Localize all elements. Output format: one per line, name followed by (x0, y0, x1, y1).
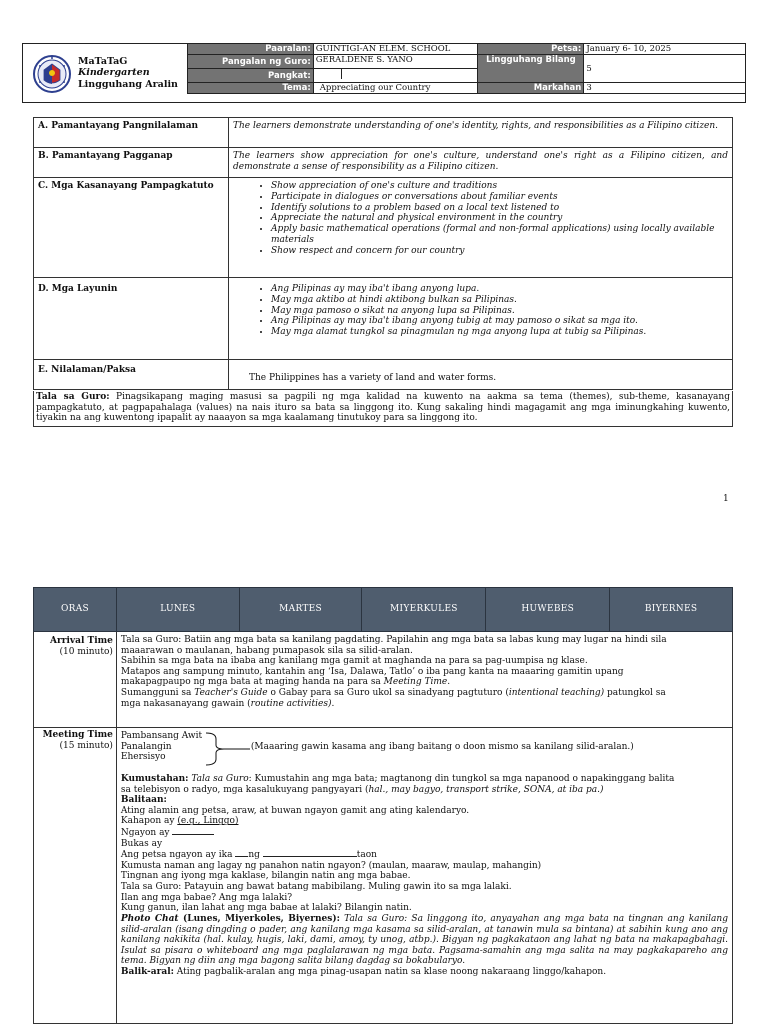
list-item: • Appreciate the natural and physical environment in the country (271, 213, 728, 224)
brand-line-3: Lingguhang Aralin (78, 78, 178, 90)
kumustahan-line (121, 785, 728, 796)
standard-a-text: The learners demonstrate understanding of one's identity, rights, and responsibilities as a Filipino citizen. (229, 118, 733, 148)
photo-chat-days: (Lunes, Miyerkoles, Biyernes): (178, 913, 340, 924)
routine-activities-term: routine activities) (250, 698, 332, 709)
arrival-time-cell (34, 632, 117, 728)
list-item: Ehersisyo (120, 752, 166, 763)
objectives-list (271, 284, 728, 338)
bilang-label: Lingguhang Bilang (478, 55, 584, 83)
balitaan-line: Ilan ang mga babae? Ang mga lalaki? (120, 892, 293, 903)
photo-chat-label: Photo Chat (120, 913, 179, 924)
arrival-text: o Gabay para sa Guro ukol sa sinadyang pagtuturo ( (267, 688, 509, 699)
balitaan-line: Kung ganun, ilan lahat ang mga babae at lalaki? Bilangin natin. (120, 903, 412, 914)
markahan-value: 3 (584, 83, 746, 94)
list-item: • Apply basic mathematical operations (formal and non-formal applications) using locally available materials (271, 224, 728, 246)
arrival-text: makapagpaupo ng mga bata at maging handa na para sa (120, 677, 384, 688)
paaralan-label: Paaralan: (188, 44, 314, 55)
guro-label: Pangalan ng Guro: (188, 55, 314, 69)
meeting-time-label: Meeting Time (42, 730, 113, 740)
photo-chat-paragraph (121, 914, 728, 967)
list-item: • Ang Pilipinas ay may iba't ibang anyong lupa. (271, 284, 728, 295)
arrival-line: maaarawan o maulanan, habang pumapasok sila sa silid-aralan. (120, 645, 413, 656)
kumustahan-guro: Tala sa Guro (191, 774, 249, 784)
kumustahan-text: sa telebisyon o radyo, mga kasalukuyang pangyayari ( (120, 784, 369, 795)
list-item: • Show respect and concern for our country (271, 246, 728, 257)
meeting-duration: (15 minuto) (59, 740, 113, 751)
list-item: • May mga pamoso o sikat na anyong lupa sa Pilipinas. (271, 306, 728, 317)
content-label: E. Nilalaman/Paksa (34, 360, 229, 390)
brand-line-2: Kindergarten (78, 67, 150, 79)
competencies-label: C. Mga Kasanayang Pampagkatuto (34, 178, 229, 278)
bilang-value: 5 (584, 55, 746, 83)
content-text: The Philippines has a variety of land and water forms. (229, 360, 733, 390)
competencies-cell (229, 178, 733, 278)
balitaan-label: Balitaan: (120, 795, 167, 806)
column-header-miyerkules: MIYERKULES (362, 588, 486, 632)
meeting-time-cell (34, 728, 117, 1024)
arrival-line: Matapos ang sampung minuto, kantahin ang ‘Isa, Dalawa, Tatlo’ o iba pang kanta na maaaring gamitin upang (120, 666, 624, 677)
list-item: • May mga alamat tungkol sa pinagmulan ng mga anyong lupa at tubig sa Pilipinas. (271, 327, 728, 338)
standard-a-label: A. Pamantayang Pangnilalaman (34, 118, 229, 148)
arrival-text: Sumangguni sa (120, 688, 195, 699)
arrival-line: Tala sa Guro: Batiin ang mga bata sa kanilang pagdating. Papilahin ang mga bata sa labas kung may lugar na hindi sila (120, 635, 667, 645)
column-header-huwebes: HUWEBES (486, 588, 610, 632)
teacher-note-label: Tala sa Guro: (36, 392, 110, 402)
arrival-text: . (331, 698, 335, 709)
opening-list (121, 731, 202, 763)
list-item: • Show appreciation of one's culture and traditions (271, 181, 728, 192)
kumustahan-line (121, 774, 728, 785)
fill-blank (263, 849, 357, 857)
fill-blank (172, 827, 214, 835)
balitaan-example: (e.g., Linggo) (177, 816, 239, 827)
balik-aral-label: Balik-aral: (120, 966, 174, 977)
list-item: • May mga aktibo at hindi aktibong bulkan sa Pilipinas. (271, 295, 728, 306)
meeting-content (116, 728, 732, 1024)
balitaan-line (121, 849, 728, 861)
pangkat-value (314, 69, 342, 79)
balitaan-line: Tala sa Guro: Patayuin ang bawat batang mabibilang. Muling gawin ito sa mga lalaki. (120, 882, 512, 893)
page-number: 1 (723, 494, 729, 504)
tema-value: Appreciating our Country (313, 83, 478, 94)
brand-block (78, 56, 178, 90)
kumustahan-text: : Kumustahin ang mga bata; magtanong din tungkol sa mga napanood o napakinggang balita (248, 774, 675, 784)
objectives-label: D. Mga Layunin (34, 278, 229, 360)
balitaan-line: Tingnan ang iyong mga kaklase, bilangin natin ang mga babae. (120, 871, 411, 882)
objectives-cell (229, 278, 733, 360)
kumustahan-label: Kumustahan: (120, 774, 189, 784)
balik-aral-text: Ating pagbalik-aralan ang mga pinag-usapan natin sa klase noong nakaraang linggo/kahapon. (173, 966, 607, 977)
standard-b-label: B. Pamantayang Pagganap (34, 148, 229, 178)
column-header-martes: MARTES (239, 588, 362, 632)
tema-label: Tema: (188, 83, 314, 94)
column-header-lunes: LUNES (116, 588, 239, 632)
list-item: Panalangin (120, 741, 172, 752)
list-item: Pambansang Awit (120, 731, 203, 741)
brand-line-1: MaTaTaG (78, 56, 128, 67)
brace-icon (204, 731, 252, 767)
balitaan-text: taon (356, 850, 377, 861)
balik-aral-line (121, 967, 728, 978)
markahan-label: Markahan (478, 83, 584, 94)
balitaan-line (121, 816, 728, 827)
deped-seal-icon (32, 48, 72, 100)
teachers-guide-term: Teacher's Guide (194, 688, 268, 699)
fill-blank (235, 849, 248, 857)
photo-chat-text: Tala sa Guro: Sa linggong ito, anyayahan ang mga bata na tingnan ang kanilang silid-aralan (isang dingding o pader, ang kanilang mga kasama sa silid-aralan, at tanawin mula sa bintana) at sabihin kung ano ang kanilang nakikita (hal. kulay, hugis, laki, dami, amoy, ty unog, atbp.). Bigyan ng pagkakataon ang lahat ng bata na makapagbahagi. Isulat sa pisara o whiteboard ang mga paglalarawan ng mga bata. Pagsama-samahin ang mga salita na may pagkakapareho ang tema. Bigyan ng diin ang mga bagong salita bilang dagdag sa bokabularyo. (120, 913, 728, 967)
arrival-content (116, 632, 732, 728)
arrival-text: patungkol sa (604, 688, 666, 699)
balitaan-text: Ang petsa ngayon ay ika (120, 850, 236, 861)
balitaan-line: Kumusta naman ang lagay ng panahon natin ngayon? (maulan, maaraw, maulap, mahangin) (120, 860, 542, 871)
arrival-duration: (10 minuto) (59, 646, 113, 657)
opening-activities (121, 731, 728, 767)
balitaan-text: ng (248, 850, 263, 861)
list-item: • Identify solutions to a problem based on a local text listened to (271, 203, 728, 214)
balitaan-text: Ngayon ay (120, 828, 170, 839)
balitaan-line: Ating alamin ang petsa, araw, at buwan ngayon gamit ang ating kalendaryo. (120, 805, 470, 816)
intentional-teaching-term: intentional teaching) (508, 688, 605, 699)
standards-table (33, 117, 733, 390)
arrival-text: mga nakasanayang gawain ( (120, 698, 251, 709)
balitaan-line (121, 827, 728, 839)
meeting-time-term: Meeting Time (383, 677, 448, 688)
standard-b-text: The learners show appreciation for one's culture, understand one's right as a Filipino citizen, and demonstrate a sense of responsibility as a Filipino citizen. (229, 148, 733, 178)
balitaan-line: Bukas ay (120, 838, 163, 849)
paaralan-value: GUINTIGI-AN ELEM. SCHOOL (313, 44, 478, 55)
petsa-value: January 6- 10, 2025 (584, 44, 746, 55)
arrival-line (121, 699, 728, 710)
arrival-line: Sabihin sa mga bata na ibaba ang kanilang mga gamit at maghanda na para sa pag-uumpisa ng klase. (120, 656, 588, 667)
column-header-oras: ORAS (34, 588, 117, 632)
schedule-table (33, 587, 733, 1024)
list-item: • Participate in dialogues or conversations about familiar events (271, 192, 728, 203)
competencies-list (271, 181, 728, 257)
list-item: • Ang Pilipinas ay may iba't ibang anyong tubig at may pamoso o sikat sa mga ito. (271, 316, 728, 327)
arrival-line (121, 688, 728, 699)
kumustahan-examples: hal., may bagyo, transport strike, SONA, at iba pa.) (368, 784, 604, 795)
header-info-table (187, 43, 746, 94)
teacher-note-text: Pinagsikapang maging masusi sa pagpili ng mga kalidad na kuwento na aakma sa tema (themes), sub-theme, kasanayang pampagkatuto, at pagpapahalaga (values) na nais ituro sa bata sa linggong ito. Kung sakaling hindi magagamit ang mga iminungkahing kuwento, tiyakin na ang kuwentong ipapalit ay naaayon sa mga kaalamang tinutukoy para sa linggong ito. (36, 392, 730, 424)
petsa-label: Petsa: (478, 44, 584, 55)
arrival-line (121, 677, 728, 688)
pangkat-label: Pangkat: (188, 69, 314, 83)
balitaan-text: Kahapon ay (120, 816, 178, 827)
arrival-time-label: Arrival Time (50, 636, 113, 646)
opening-note: (Maaaring gawin kasama ang ibang baitang o doon mismo sa kanilang silid-aralan.) (250, 742, 634, 752)
arrival-text: . (447, 677, 451, 688)
guro-value: GERALDENE S. YANO (313, 55, 478, 69)
teacher-note (33, 391, 733, 427)
column-header-biyernes: BIYERNES (610, 588, 733, 632)
